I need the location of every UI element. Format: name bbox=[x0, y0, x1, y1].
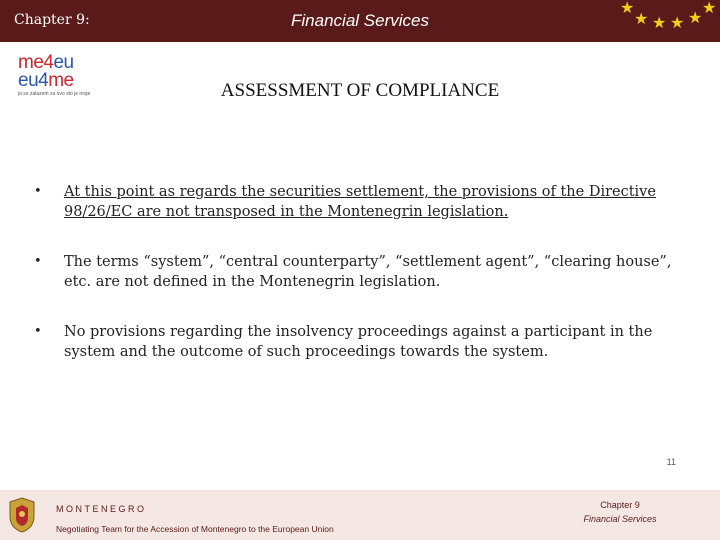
page-number: 11 bbox=[666, 457, 676, 467]
star-icon: ★ bbox=[634, 9, 649, 28]
star-icon: ★ bbox=[688, 8, 703, 27]
footer-chapter-title: Financial Services bbox=[583, 514, 657, 524]
footer-bar bbox=[0, 490, 720, 540]
footer-chapter bbox=[560, 498, 680, 526]
bullet-list bbox=[34, 182, 684, 392]
footer-chapter-number: Chapter 9 bbox=[600, 500, 640, 510]
logo-text-me4: me4 bbox=[18, 52, 54, 73]
logo-tagline: ja se zalazem za ovo sto je moje bbox=[18, 91, 91, 97]
star-icon: ★ bbox=[652, 13, 667, 32]
bullet-item: • No provisions regarding the insolvency proceedings against a participant in the system and the outcome of such proceedings towards the system. bbox=[34, 322, 684, 362]
star-icon: ★ bbox=[702, 0, 717, 17]
footer-team: Negotiating Team for the Accession of Montenegro to the European Union bbox=[56, 524, 334, 534]
chapter-label: Chapter 9: bbox=[14, 12, 90, 28]
star-icon: ★ bbox=[670, 13, 685, 32]
montenegro-crest-icon bbox=[6, 496, 38, 534]
bullet-item: • The terms “system”, “central counterparty”, “settlement agent”, “clearing house”, etc. are not defined in the Montenegrin legislation. bbox=[34, 252, 684, 292]
footer-country: MONTENEGRO bbox=[56, 504, 147, 514]
header-bar bbox=[0, 0, 720, 42]
eu-stars bbox=[610, 0, 720, 42]
logo-text-me: me bbox=[48, 70, 74, 91]
page-title: ASSESSMENT OF COMPLIANCE bbox=[220, 80, 500, 101]
logo-text-eu4: eu4 bbox=[18, 70, 49, 91]
star-icon: ★ bbox=[620, 0, 635, 17]
logo-text-eu: eu bbox=[53, 52, 74, 73]
bullet-item: • At this point as regards the securities settlement, the provisions of the Directive 98/26/EC are not transposed in the Montenegrin legislation. bbox=[34, 182, 684, 222]
section-title: Financial Services bbox=[291, 11, 429, 30]
